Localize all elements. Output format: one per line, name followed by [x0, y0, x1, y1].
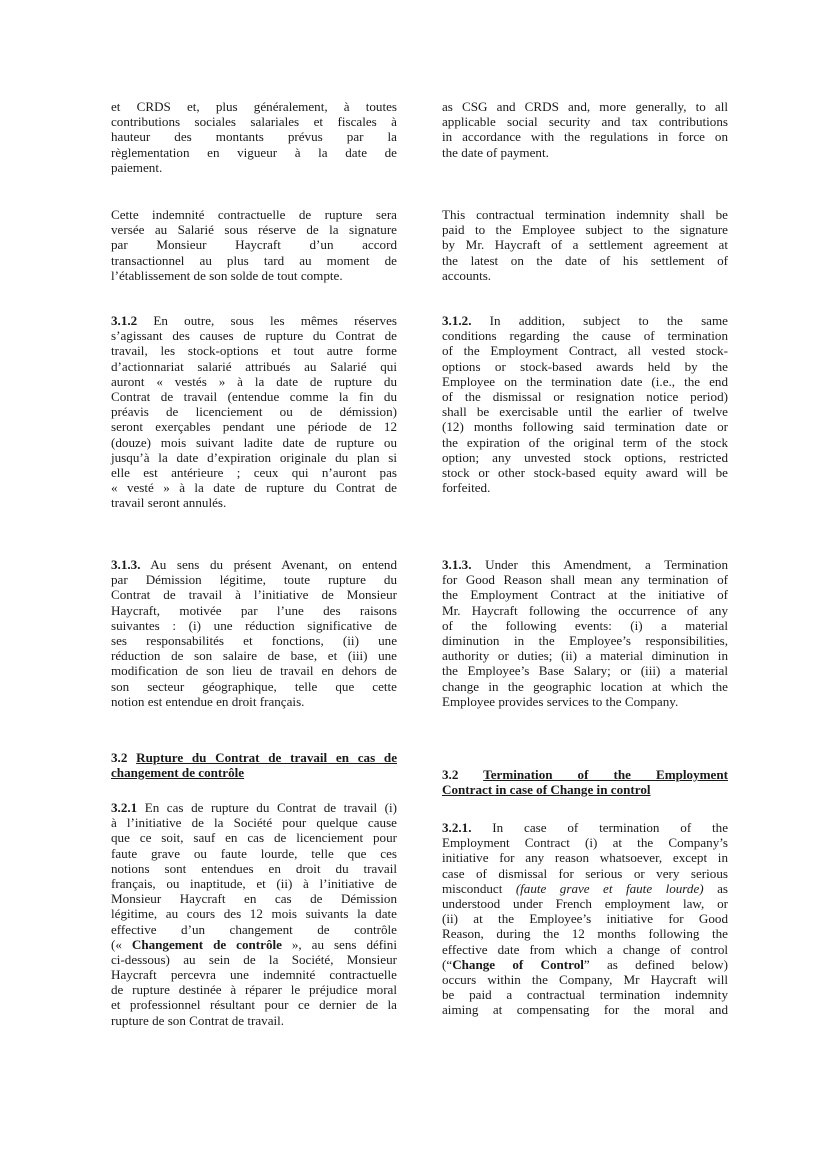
text-line: modification de son lieu de travail en dehors de	[111, 663, 397, 679]
text-line: the expiration of the original term of the stock	[442, 434, 728, 450]
text-line: transactionnel au plus tard au moment de	[111, 252, 397, 268]
text-line: ci-dessous) au sein de la Société, Monsieur	[111, 951, 397, 967]
section-title: Termination of the Employment	[483, 767, 728, 782]
text-line: suivantes : (i) une réduction significative de	[111, 617, 397, 633]
defined-term: Change of Control	[452, 956, 584, 972]
text-line	[111, 313, 397, 328]
french-clause-3-1-3	[111, 557, 397, 709]
text-line: be paid a contractual termination indemnity	[442, 987, 728, 1003]
text-line: faute grave ou faute lourde, telle que ces	[111, 845, 397, 861]
text-span: («	[111, 936, 132, 952]
text-span: misconduct	[442, 880, 516, 896]
text-line: stock or other stock-based equity award will be	[442, 464, 728, 480]
text-line: Contrat de travail (entendue comme la fin du	[111, 388, 397, 404]
text-line	[442, 957, 728, 972]
text-span: Au sens du présent Avenant, on entend	[140, 557, 397, 572]
text-span: In addition, subject to the same	[471, 313, 728, 328]
text-line: This contractual termination indemnity shall be	[442, 207, 728, 222]
section-title: Contract in case of Change in control	[442, 782, 651, 798]
text-line: the date of payment.	[442, 144, 549, 160]
text-line	[442, 820, 728, 835]
text-span: ” as defined below)	[583, 956, 728, 972]
section-number: 3.2	[111, 750, 137, 765]
text-span: En cas de rupture du Contrat de travail (i)	[137, 800, 397, 815]
text-line: que ce soit, sauf en cas de licenciement pour	[111, 830, 397, 846]
french-heading-3-2	[111, 750, 397, 780]
text-line: of the dismissal or resignation notice period)	[442, 388, 728, 404]
text-line	[442, 881, 728, 896]
text-line	[442, 313, 728, 328]
text-line: paiement.	[111, 159, 163, 175]
text-span: In case of termination of the	[471, 820, 728, 835]
text-line: d’actionnariat salarié attribués au Salarié qui	[111, 358, 397, 374]
text-line: elle est antérieure ; ceux qui n’auront pas	[111, 464, 397, 480]
text-line: et professionnel résultant pour ce dernier de la	[111, 997, 397, 1013]
section-number: 3.2	[442, 767, 484, 782]
text-line: Employee on the termination date (i.e., the end	[442, 373, 728, 389]
text-line: de rupture destinée à réparer le préjudice moral	[111, 982, 397, 998]
text-span: Under this Amendment, a Termination	[471, 557, 728, 572]
text-line: Reason, during the 12 months following the	[442, 926, 728, 942]
text-line: Haycraft, motivée par l’une des raisons	[111, 602, 397, 618]
text-line: à l’initiative de la Société pour quelque cause	[111, 815, 397, 831]
text-line: conditions regarding the cause of termination	[442, 328, 728, 344]
text-line: for Good Reason shall mean any termination of	[442, 572, 728, 588]
french-clause-3-1-2	[111, 313, 397, 510]
text-line: contributions sociales salariales et fiscales à	[111, 114, 397, 130]
text-line: forfeited.	[442, 480, 491, 496]
text-line: effective d’un changement de contrôle	[111, 921, 397, 937]
text-line: understood under French employment law, or	[442, 895, 728, 911]
clause-number: 3.1.3.	[111, 557, 141, 572]
text-line: diminution in the Employee’s responsibilities,	[442, 632, 728, 648]
text-line	[111, 937, 397, 952]
text-line: réduction de son salaire de base, et (iii) une	[111, 648, 397, 664]
english-heading-3-2	[442, 767, 728, 797]
text-line	[111, 800, 397, 815]
text-line: effective date from which a change of control	[442, 941, 728, 957]
text-line: option; any unvested stock options, restricted	[442, 449, 728, 465]
text-line: par Monsieur Haycraft d’un accord	[111, 237, 397, 253]
text-line: travail, les stock-options et tout autre forme	[111, 343, 397, 359]
text-line: travail seront annulés.	[111, 495, 227, 511]
clause-number: 3.1.3.	[442, 557, 472, 572]
section-heading-line	[111, 765, 397, 780]
text-line: « vesté » à la date de rupture du Contrat de	[111, 480, 397, 496]
text-line: s’agissant des causes de rupture du Contrat de	[111, 328, 397, 344]
text-line: hauteur des montants prévus par la	[111, 129, 397, 145]
text-line: notion est entendue en droit français.	[111, 693, 305, 709]
text-line: occurs within the Company, Mr Haycraft will	[442, 971, 728, 987]
text-line: et CRDS et, plus généralement, à toutes	[111, 99, 397, 114]
english-paragraph-contributions	[442, 99, 728, 160]
text-line: paid to the Employee subject to the signature	[442, 222, 728, 238]
section-title: changement de contrôle	[111, 765, 245, 781]
text-line: case of dismissal for serious or very serious	[442, 865, 728, 881]
text-span: as	[703, 880, 728, 896]
clause-number: 3.2.1.	[442, 820, 472, 835]
text-line: Employee provides services to the Company.	[442, 693, 679, 709]
text-line: the Employment Contract at the initiative of	[442, 587, 728, 603]
english-paragraph-indemnity	[442, 207, 728, 283]
text-line: as CSG and CRDS and, more generally, to all	[442, 99, 728, 114]
text-span: En outre, sous les mêmes réserves	[137, 313, 397, 328]
text-line: Contrat de travail à l’initiative de Monsieur	[111, 587, 397, 603]
text-line	[442, 557, 728, 572]
text-span: », au sens défini	[281, 936, 397, 952]
text-line: initiative for any reason whatsoever, except in	[442, 850, 728, 866]
text-line: (12) months following said termination date or	[442, 419, 728, 435]
text-line: shall be exercisable until the earlier of twelve	[442, 404, 728, 420]
text-line: l’établissement de son solde de tout compte.	[111, 267, 343, 283]
text-line: règlementation en vigueur à la date de	[111, 144, 397, 160]
french-clause-3-2-1	[111, 800, 397, 1028]
text-line: légitime, au cours des 12 mois suivants la date	[111, 906, 397, 922]
text-line: accounts.	[442, 267, 492, 283]
text-span: (“	[442, 956, 453, 972]
english-clause-3-1-3	[442, 557, 728, 709]
text-line: notions sont entendues en droit du travail	[111, 860, 397, 876]
text-line	[111, 557, 397, 572]
text-line: préavis de licenciement ou de démission)	[111, 404, 397, 420]
clause-number: 3.1.2.	[442, 313, 472, 328]
text-line: versée au Salarié sous réserve de la signature	[111, 222, 397, 238]
text-line: aiming at compensating for the moral and	[442, 1002, 728, 1018]
text-line: auront « vestés » à la date de rupture du	[111, 373, 397, 389]
text-line: Cette indemnité contractuelle de rupture sera	[111, 207, 397, 222]
text-line: in accordance with the regulations in force on	[442, 129, 728, 145]
text-line: of the following events: (i) a material	[442, 617, 728, 633]
text-line: ses responsabilités et fonctions, (ii) une	[111, 632, 397, 648]
italic-term: (faute grave et faute lourde)	[515, 880, 704, 896]
text-line: seront exerçables pendant une période de 12	[111, 419, 397, 435]
text-line: options or stock-based awards held by the	[442, 358, 728, 374]
english-clause-3-1-2	[442, 313, 728, 495]
text-line: français, ou inaptitude, et (ii) à l’initiative de	[111, 875, 397, 891]
text-line: par Démission légitime, toute rupture du	[111, 572, 397, 588]
english-clause-3-2-1	[442, 820, 728, 1017]
french-paragraph-contributions	[111, 99, 397, 175]
section-title: Rupture du Contrat de travail en cas de	[136, 750, 398, 765]
defined-term: Changement de contrôle	[131, 936, 282, 952]
section-heading-line	[442, 782, 728, 797]
section-heading-line	[442, 767, 728, 782]
text-line: of the Employment Contract, all vested stock-	[442, 343, 728, 359]
text-line: applicable social security and tax contributions	[442, 114, 728, 130]
text-line: Employment Contract (i) at the Company’s	[442, 835, 728, 851]
clause-number: 3.2.1	[111, 800, 138, 815]
french-paragraph-indemnity	[111, 207, 397, 283]
text-line: the latest on the date of his settlement of	[442, 252, 728, 268]
text-line: jusqu’à la date d’expiration originale du plan si	[111, 449, 397, 465]
clause-number: 3.1.2	[111, 313, 138, 328]
text-line: by Mr. Haycraft of a settlement agreement at	[442, 237, 728, 253]
text-line: change in the geographic location at which the	[442, 678, 728, 694]
text-line: rupture de son Contrat de travail.	[111, 1012, 285, 1028]
text-line: (ii) at the Employee’s initiative for Good	[442, 911, 728, 927]
text-line: (douze) mois suivant ladite date de rupture ou	[111, 434, 397, 450]
section-heading-line	[111, 750, 397, 765]
text-line: authority or duties; (ii) a material diminution in	[442, 648, 728, 664]
text-line: son secteur géographique, telle que cette	[111, 678, 397, 694]
text-line: Haycraft percevra une indemnité contractuelle	[111, 967, 397, 983]
text-line: the Employee’s Base Salary; or (iii) a material	[442, 663, 728, 679]
text-line: Monsieur Haycraft en cas de Démission	[111, 891, 397, 907]
text-line: Mr. Haycraft following the occurrence of any	[442, 602, 728, 618]
